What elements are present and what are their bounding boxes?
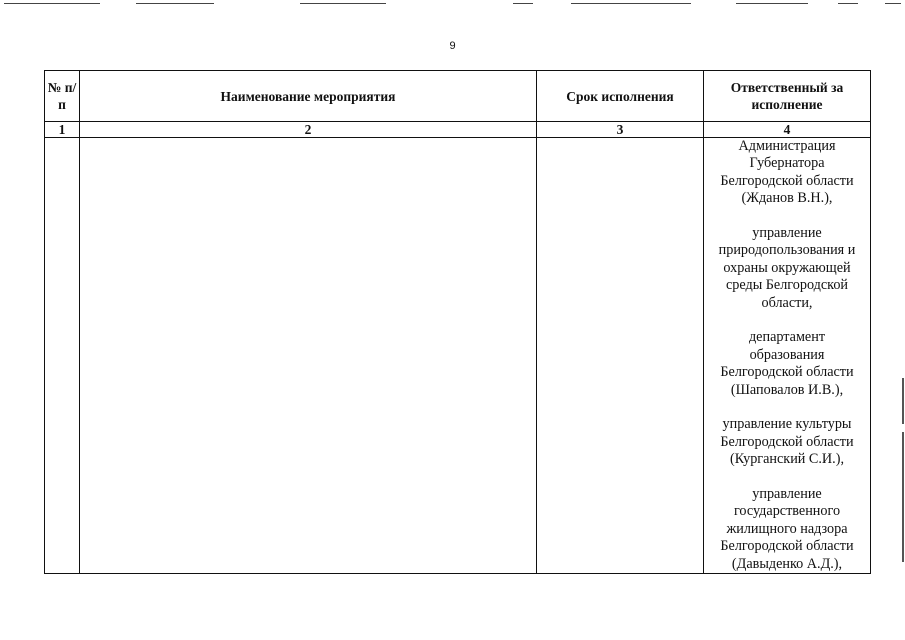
top-rule (300, 3, 386, 4)
column-number: 1 (45, 122, 80, 138)
header-row (45, 71, 871, 122)
responsible-line: образования (749, 346, 825, 363)
top-rule (571, 3, 691, 4)
responsible-entry (704, 138, 870, 208)
row-responsible-cell (704, 138, 871, 574)
responsible-entry (704, 329, 870, 399)
responsible-line: Белгородской области (720, 538, 854, 555)
column-number: 2 (80, 122, 537, 138)
responsible-line: государственного (733, 503, 841, 520)
responsible-entry (704, 416, 870, 468)
top-rule (136, 3, 214, 4)
column-number: 3 (537, 122, 704, 138)
responsible-line: Администрация (738, 138, 836, 154)
responsible-line: жилищного надзора (726, 520, 848, 537)
responsible-line: области, (761, 294, 813, 311)
top-rule (885, 3, 901, 4)
scan-edge-mark (902, 378, 904, 424)
responsible-line: департамент (748, 329, 826, 346)
responsible-line: (Курганский С.И.), (729, 451, 844, 468)
header-name: Наименование мероприятия (80, 71, 537, 122)
responsible-line: управление (752, 486, 822, 503)
responsible-line: природопользования и (718, 242, 856, 259)
responsible-line: (Шаповалов И.В.), (730, 381, 844, 398)
column-number: 4 (704, 122, 871, 138)
responsible-line: управление (752, 225, 822, 242)
responsible-line: Белгородской области (720, 172, 854, 189)
column-number-row (45, 122, 871, 138)
row-name-cell (80, 138, 537, 574)
responsible-line: охраны окружающей (723, 259, 851, 276)
responsible-line: Белгородской области (720, 364, 854, 381)
responsible-line: среды Белгородской (725, 277, 849, 294)
header-responsible: Ответственный за исполнение (704, 71, 871, 122)
responsible-entry (704, 486, 870, 573)
page-number: 9 (449, 40, 456, 52)
responsible-line: Белгородской области (720, 433, 854, 450)
header-num: № п/п (45, 71, 80, 122)
responsible-line: Губернатора (749, 155, 825, 172)
events-table (44, 70, 871, 574)
responsible-line: (Жданов В.Н.), (741, 190, 833, 207)
top-rule (736, 3, 808, 4)
top-rule (513, 3, 533, 4)
responsible-line: управление культуры (722, 416, 852, 433)
row-deadline-cell (537, 138, 704, 574)
top-rule (4, 3, 100, 4)
top-rule (838, 3, 858, 4)
scan-edge-mark (902, 432, 904, 562)
table-row (45, 138, 871, 574)
responsible-entry (704, 225, 870, 312)
header-deadline: Срок исполнения (537, 71, 704, 122)
row-num-cell (45, 138, 80, 574)
responsible-line: (Давыденко А.Д.), (731, 555, 843, 572)
